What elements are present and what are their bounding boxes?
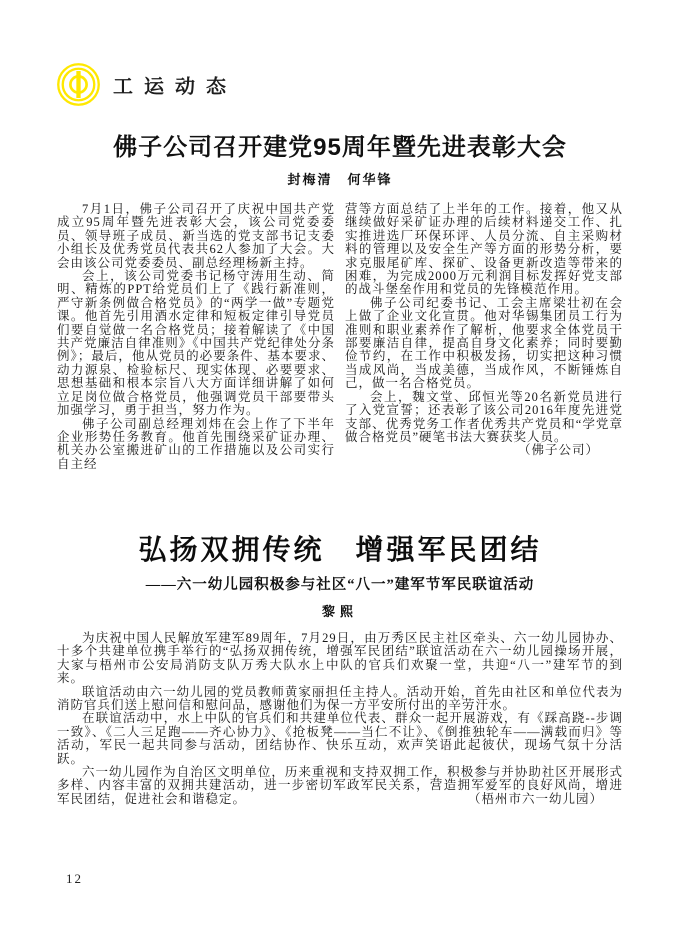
article2-signature: （梧州市六一幼儿园） [467, 791, 603, 806]
article1-signature: （佛子公司） [517, 443, 599, 458]
page-number: 12 [66, 871, 83, 886]
article2-paragraph: 六一幼儿园作为自治区文明单位，历来重视和支持双拥工作，积极参与并协助社区开展形式多样、内容丰富的双拥共建活动，进一步密切军政军民关系，营造拥军爱军的良好风尚，增进军民团结，促进社会和谐稳定。 [57, 765, 623, 806]
article1-body [57, 203, 623, 471]
article1-paragraph: 会上，魏文堂、邱恒光等20名新党员进行了入党宣誓；还表彰了该公司2016年度先进党支部、优秀党务工作者优秀共产党员和“学党章做合格党员”硬笔书法大赛获奖人员。 [345, 389, 623, 444]
masthead-title: 工运动态 [113, 74, 237, 98]
article1-title: 佛子公司召开建党95周年暨先进表彰大会 [113, 134, 567, 161]
article2-paragraph: 为庆祝中国人民解放军建军89周年，7月29日，由万秀区民主社区牵头、六一幼儿园协办、十多个共建单位携手举行的“弘扬双拥传统，增强军民团结”联谊活动在六一幼儿园操场开展，大家与梧州市公安局消防支队万秀大队水上中队的官兵们欢聚一堂，共迎“八一”建军节的到来。 [57, 631, 623, 686]
article1-paragraph-continued: 营等方面总结了上半年的工作。接着，他又从继续做好采矿证办理的后续材料递交工作、扎实推进选厂环保环评、人员分流、自主采购材料的管理以及安全生产等方面的形势分析，要求克服尾矿库、探矿、设备更新改造等带来的困难，为完成2000万元利润目标发挥好党支部的战斗堡垒作用和党员的先锋模范作用。 [345, 202, 623, 297]
article1-paragraph: 会上，该公司党委书记杨守涛用生动、简明、精炼的PPT给党员们上了《践行新准则，严守新条例做合格党员》的“两学一做”专题党课。他首先引用酒水定律和短板定律引导党员们要自觉做一名合格党员；接着解读了《中国共产党廉洁自律准则》《中国共产党纪律处分条例》；最后，他从党员的必要条件、基本要求、动力源泉、检验标尺、现实体现、必要要求、思想基础和根本宗旨八大方面详细讲解了如何立足岗位做合格党员，他强调党员干部要带头加强学习，勇于担当，努力作为。 [57, 269, 335, 418]
article1-paragraph: 7月1日，佛子公司召开了庆祝中国共产党成立95周年暨先进表彰大会，该公司党委委员、领导班子成员、新当选的党支部书记支委小组长及优秀党员代表共62人参加了大会。大会由该公司党委委员、副总经理杨新主持。 [57, 202, 335, 270]
article2-subtitle: ——六一幼儿园积极参与社区“八一”建军节军民联谊活动 [145, 577, 535, 593]
article2-paragraph: 在联谊活动中，水上中队的官兵们和共建单位代表、群众一起开展游戏，有《踩高跷--步调一致》、《二人三足跑——齐心协力》、《抢板凳——当仁不让》、《倒推独轮车——满载而归》等活动，军民一起共同参与活动，团结协作、快乐互动，欢声笑语此起彼伏，现场气氛十分活跃。 [57, 711, 623, 766]
article1-authors: 封梅清 何华锋 [287, 172, 393, 187]
article1-column-right [345, 203, 623, 471]
article2-author: 黎熙 [321, 604, 358, 619]
article1-column-left [57, 203, 335, 471]
article1-paragraph: 佛子公司副总经理刘炜在会上作了下半年企业形势任务教育。他首先围绕采矿证办理、机关办公室搬进矿山的工作措施以及公司实行自主经 [57, 416, 335, 471]
trade-union-logo-icon [56, 62, 101, 107]
article1-paragraph: 佛子公司纪委书记、工会主席梁壮初在会上做了企业文化宣贯。他对华锡集团员工行为准则和职业素养作了解析，他要求全体党员干部要廉洁自律，提高自身文化素养；同时要勤俭节约，在工作中积极发扬，切实把这种习惯当成风尚，当成美德，当成作风，不断锤炼自己，做一名合格党员。 [345, 295, 623, 391]
masthead [56, 62, 237, 107]
article2-paragraph: 联谊活动由六一幼儿园的党员教师黄家丽担任主持人。活动开始，首先由社区和单位代表为消防官兵们送上慰问信和慰问品，感谢他们为保一方平安所付出的辛劳汗水。 [57, 684, 623, 713]
article2-title: 弘扬双拥传统 增强军民团结 [138, 535, 542, 566]
article2-body [57, 632, 623, 806]
